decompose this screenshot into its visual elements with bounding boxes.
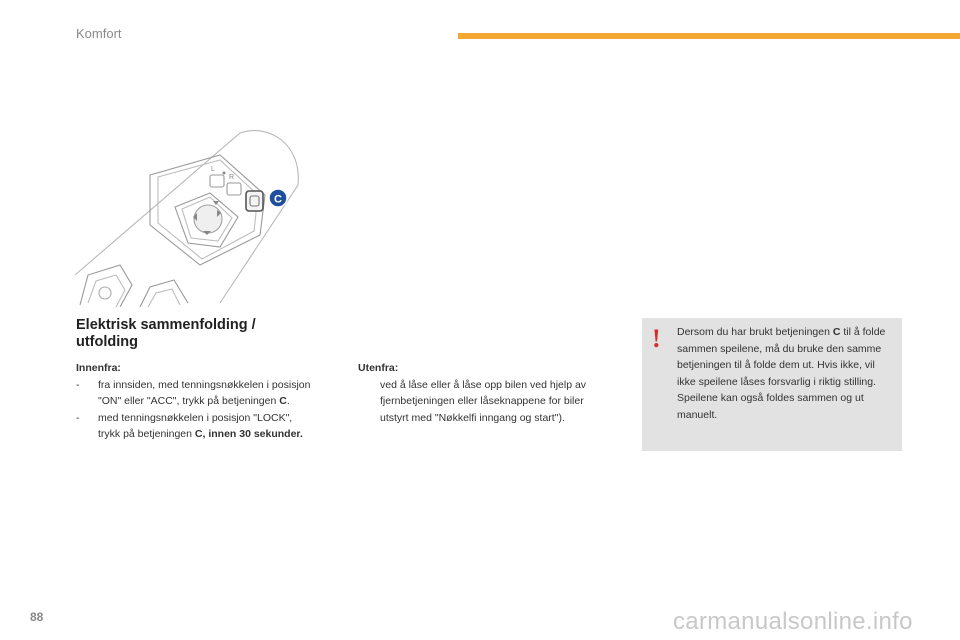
control-ref-time: C, innen 30 sekunder. [194, 428, 303, 440]
page-number: 88 [30, 610, 44, 624]
control-ref: C [832, 326, 841, 338]
section-heading: Elektrisk sammenfolding / utfolding [76, 317, 256, 350]
list-item [76, 377, 316, 410]
control-ref: C [279, 395, 287, 407]
item-text-end: . [286, 395, 290, 407]
mirror-control-illustration [70, 125, 310, 307]
dash-bullet: - [76, 378, 80, 391]
item-text: ved å låse eller å låse opp bilen ved hjelp av fjernbetjeningen eller låseknappene for biler utstyrt med "Nøkkelfi inngang og start"). [380, 378, 587, 424]
watermark: carmanualsonline.info [673, 608, 913, 635]
outside-instructions [358, 360, 613, 426]
list-item [76, 410, 316, 443]
dash-bullet: - [76, 411, 80, 424]
list-item [358, 377, 613, 427]
accent-bar [458, 33, 960, 39]
warning-icon: ! [652, 324, 661, 353]
svg-text:R: R [229, 174, 235, 181]
warning-text [677, 324, 892, 423]
section-title: Komfort [76, 26, 122, 41]
warning-text-start: Dersom du har brukt betjeningen [677, 326, 833, 338]
item-text: med tenningsnøkkelen i posisjon "LOCK", trykk på betjeningen [98, 411, 293, 440]
item-text: fra innsiden, med tenningsnøkkelen i posisjon "ON" eller "ACC", trykk på betjeningen [98, 378, 311, 407]
warning-text-rest: til å folde sammen speilene, må du bruke den samme betjeningen til å folde dem ut. Hvis ikke, vil ikke speilene låses forsvarlig i riktig stilling. [677, 326, 886, 388]
svg-text:L: L [211, 166, 215, 173]
warning-text-note: Speilene kan også foldes sammen og ut manuelt. [677, 392, 864, 421]
outside-subtitle: Utenfra: [358, 362, 399, 374]
inside-instructions [76, 360, 316, 443]
warning-box [642, 318, 902, 451]
inside-subtitle: Innenfra: [76, 362, 121, 374]
callout-label: C [274, 193, 282, 206]
